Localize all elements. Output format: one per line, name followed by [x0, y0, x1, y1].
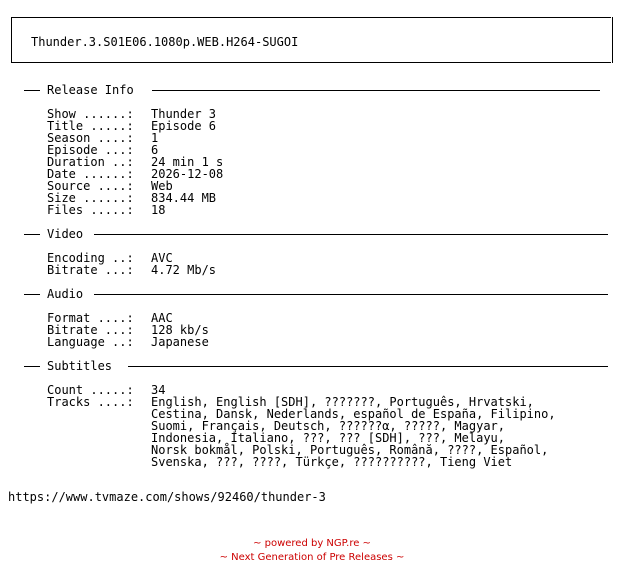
field-key: Source ....:	[47, 179, 134, 193]
subtitle-tracks-key-row	[47, 396, 151, 408]
track-line: English, English [SDH], ???????, Português, Hrvatski,	[151, 395, 534, 409]
field-key: Bitrate ...:	[47, 323, 134, 337]
field-value: 6	[151, 143, 159, 157]
audio-header	[24, 288, 608, 300]
rule-left	[24, 366, 40, 367]
rule-left	[24, 234, 40, 235]
field-key: Duration ..:	[47, 155, 134, 169]
rule-left	[24, 294, 40, 295]
field-key: Size ......:	[47, 191, 134, 205]
field-value: 18	[151, 203, 166, 217]
info-row	[47, 204, 165, 216]
field-key: Date ......:	[47, 167, 134, 181]
banner-top-border	[11, 17, 611, 21]
rule-right	[128, 366, 608, 367]
banner-bottom-border	[11, 59, 611, 63]
track-line: Cestina, Dansk, Nederlands, español de España, Filipino,	[151, 407, 556, 421]
field-value: 128 kb/s	[151, 323, 209, 337]
field-key: Season ....:	[47, 131, 134, 145]
field-key: Format ....:	[47, 311, 134, 325]
track-line: Indonesia, Italiano, ???, ??? [SDH], ???, Melayu,	[151, 431, 506, 445]
field-key: Bitrate ...:	[47, 263, 134, 277]
field-value: Japanese	[151, 335, 209, 349]
field-key: Count .....:	[47, 383, 134, 397]
field-key: Encoding ..:	[47, 251, 134, 265]
track-line: Svenska, ???, ????, Türkçe, ??????????, Tieng Viet	[151, 455, 513, 469]
track-line: Norsk bokmål, Polski, Português, Română, ????, Español,	[151, 443, 549, 457]
field-value: AVC	[151, 251, 173, 265]
subtitles-header	[24, 360, 608, 372]
field-value: Episode 6	[151, 119, 217, 133]
section-title: Subtitles	[47, 359, 113, 373]
field-value: 24 min 1 s	[151, 155, 224, 169]
rule-left	[24, 90, 40, 91]
field-value: AAC	[151, 311, 173, 325]
footer-powered-by: ~ powered by NGP.re ~	[253, 538, 371, 549]
field-key: Files .....:	[47, 203, 134, 217]
video-header	[24, 228, 608, 240]
field-key: Episode ...:	[47, 143, 134, 157]
field-value: 4.72 Mb/s	[151, 263, 217, 277]
rule-right	[94, 294, 608, 295]
release-info-header	[24, 84, 600, 96]
rule-right	[152, 90, 600, 91]
info-row	[47, 264, 216, 276]
section-title: Release Info	[47, 83, 134, 97]
footer-tagline: ~ Next Generation of Pre Releases ~	[219, 552, 405, 563]
field-key: Language ..:	[47, 335, 134, 349]
release-name: Thunder.3.S01E06.1080p.WEB.H264-SUGOI	[31, 35, 299, 49]
field-value: 2026-12-08	[151, 167, 224, 181]
info-row	[47, 336, 209, 348]
field-value: 1	[151, 131, 159, 145]
tvmaze-link[interactable]: https://www.tvmaze.com/shows/92460/thunder-3	[8, 490, 326, 504]
track-line: Suomi, Français, Deutsch, ??????α, ?????, Magyar,	[151, 419, 506, 433]
rule-right	[94, 234, 608, 235]
field-key: Tracks ....:	[47, 395, 134, 409]
field-key: Title .....:	[47, 119, 134, 133]
section-title: Video	[47, 227, 84, 241]
field-value: Thunder 3	[151, 107, 217, 121]
field-value: 34	[151, 383, 166, 397]
section-title: Audio	[47, 287, 84, 301]
field-key: Show ......:	[47, 107, 134, 121]
field-value: 834.44 MB	[151, 191, 217, 205]
field-value: Web	[151, 179, 173, 193]
